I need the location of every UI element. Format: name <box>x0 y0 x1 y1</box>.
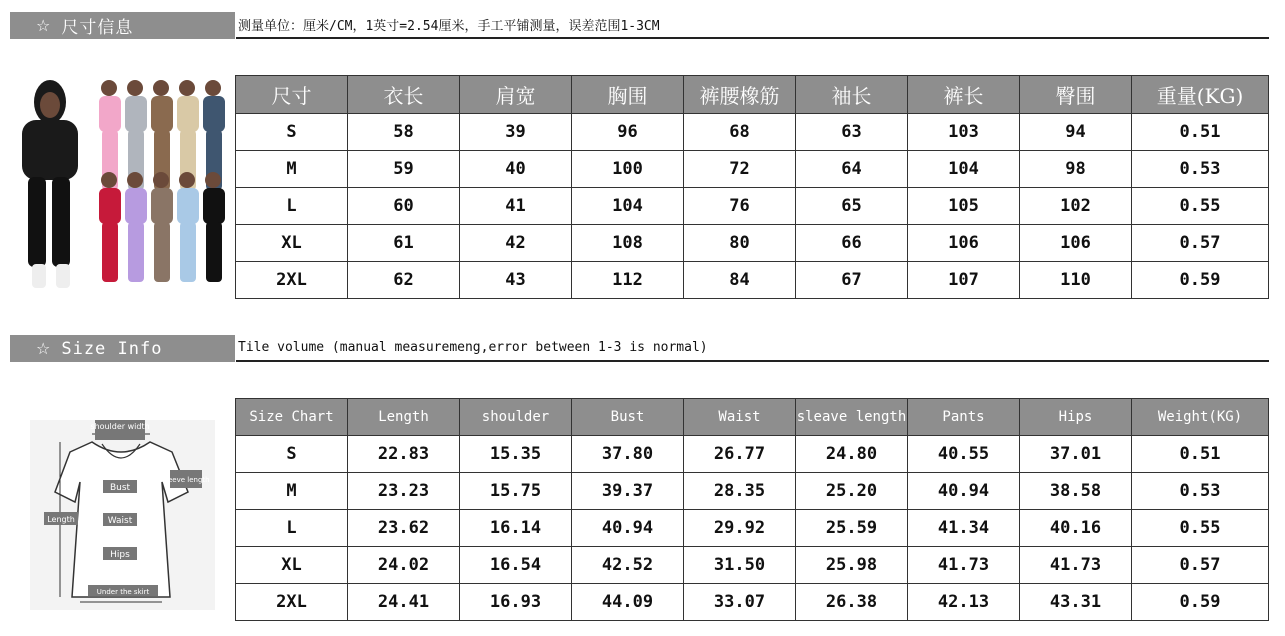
header-cell: 裤腰橡筋 <box>684 76 796 114</box>
label-shoulder: shoulder width <box>90 422 150 431</box>
value-cell: 106 <box>1020 225 1132 262</box>
star-icon: ☆ <box>36 339 52 358</box>
label-length: Length <box>47 515 75 524</box>
value-cell: 43.31 <box>1020 584 1132 621</box>
value-cell: 40.94 <box>908 473 1020 510</box>
size-cell: L <box>236 188 348 225</box>
value-cell: 37.01 <box>1020 436 1132 473</box>
header-cell: Hips <box>1020 399 1132 436</box>
value-cell: 94 <box>1020 114 1132 151</box>
value-cell: 0.59 <box>1132 262 1269 299</box>
measurement-diagram <box>10 412 225 612</box>
value-cell: 26.77 <box>684 436 796 473</box>
value-cell: 15.75 <box>460 473 572 510</box>
en-measure-note: Tile volume (manual measuremeng,error between 1-3 is normal) <box>236 335 1269 362</box>
value-cell: 65 <box>796 188 908 225</box>
table-row <box>236 510 1269 547</box>
value-cell: 67 <box>796 262 908 299</box>
header-cell: Size Chart <box>236 399 348 436</box>
value-cell: 23.62 <box>348 510 460 547</box>
table-row <box>236 225 1269 262</box>
label-hips: Hips <box>110 550 130 560</box>
value-cell: 112 <box>572 262 684 299</box>
header-cell: 尺寸 <box>236 76 348 114</box>
value-cell: 59 <box>348 151 460 188</box>
value-cell: 33.07 <box>684 584 796 621</box>
table-body-en <box>236 436 1269 621</box>
value-cell: 104 <box>908 151 1020 188</box>
value-cell: 0.55 <box>1132 188 1269 225</box>
value-cell: 39.37 <box>572 473 684 510</box>
cn-measure-note: 测量单位：厘米/CM，1英寸=2.54厘米，手工平铺测量，误差范围1-3CM <box>236 12 1269 39</box>
value-cell: 40.16 <box>1020 510 1132 547</box>
header-cell: Waist <box>684 399 796 436</box>
value-cell: 0.57 <box>1132 547 1269 584</box>
value-cell: 40.94 <box>572 510 684 547</box>
table-row <box>236 584 1269 621</box>
value-cell: 76 <box>684 188 796 225</box>
size-cell: L <box>236 510 348 547</box>
value-cell: 42 <box>460 225 572 262</box>
value-cell: 40.55 <box>908 436 1020 473</box>
value-cell: 98 <box>1020 151 1132 188</box>
value-cell: 0.53 <box>1132 151 1269 188</box>
value-cell: 106 <box>908 225 1020 262</box>
value-cell: 105 <box>908 188 1020 225</box>
mini-model <box>203 172 225 282</box>
mini-model <box>177 172 199 282</box>
value-cell: 16.14 <box>460 510 572 547</box>
size-cell: S <box>236 436 348 473</box>
table-body-cn <box>236 114 1269 299</box>
en-section-tab <box>10 335 235 362</box>
value-cell: 64 <box>796 151 908 188</box>
models-illustration <box>8 72 230 300</box>
value-cell: 107 <box>908 262 1020 299</box>
value-cell: 41.73 <box>1020 547 1132 584</box>
header-cell: 臀围 <box>1020 76 1132 114</box>
value-cell: 15.35 <box>460 436 572 473</box>
value-cell: 24.80 <box>796 436 908 473</box>
label-bust: Bust <box>109 483 131 493</box>
value-cell: 0.51 <box>1132 114 1269 151</box>
table-row <box>236 151 1269 188</box>
value-cell: 0.51 <box>1132 436 1269 473</box>
label-under: Under the skirt <box>96 588 150 596</box>
table-row <box>236 547 1269 584</box>
cn-section-title: 尺寸信息 <box>61 18 134 38</box>
value-cell: 41.73 <box>908 547 1020 584</box>
value-cell: 16.93 <box>460 584 572 621</box>
value-cell: 24.41 <box>348 584 460 621</box>
mini-model <box>151 172 173 282</box>
header-cell: 重量(KG) <box>1132 76 1269 114</box>
header-cell: shoulder <box>460 399 572 436</box>
size-cell: XL <box>236 547 348 584</box>
table-row <box>236 473 1269 510</box>
value-cell: 25.20 <box>796 473 908 510</box>
value-cell: 25.98 <box>796 547 908 584</box>
size-cell: 2XL <box>236 262 348 299</box>
label-waist: Waist <box>107 516 133 526</box>
value-cell: 100 <box>572 151 684 188</box>
header-cell: 袖长 <box>796 76 908 114</box>
product-photo <box>8 72 230 300</box>
table-row <box>236 114 1269 151</box>
value-cell: 66 <box>796 225 908 262</box>
en-section-title: Size Info <box>61 338 163 359</box>
value-cell: 104 <box>572 188 684 225</box>
value-cell: 103 <box>908 114 1020 151</box>
value-cell: 0.53 <box>1132 473 1269 510</box>
value-cell: 108 <box>572 225 684 262</box>
value-cell: 110 <box>1020 262 1132 299</box>
value-cell: 62 <box>348 262 460 299</box>
header-cell: sleave length <box>796 399 908 436</box>
header-cell: Length <box>348 399 460 436</box>
table-row <box>236 262 1269 299</box>
label-sleeve: sleeve length <box>162 476 210 484</box>
value-cell: 29.92 <box>684 510 796 547</box>
cn-section-header <box>10 12 660 39</box>
header-cell: 肩宽 <box>460 76 572 114</box>
size-cell: M <box>236 151 348 188</box>
value-cell: 31.50 <box>684 547 796 584</box>
header-cell: 裤长 <box>908 76 1020 114</box>
size-cell: S <box>236 114 348 151</box>
table-row <box>236 436 1269 473</box>
table-header-row <box>236 76 1269 114</box>
value-cell: 43 <box>460 262 572 299</box>
mini-model <box>99 172 121 282</box>
model-black <box>22 80 78 288</box>
value-cell: 0.55 <box>1132 510 1269 547</box>
header-cell: Pants <box>908 399 1020 436</box>
value-cell: 22.83 <box>348 436 460 473</box>
value-cell: 25.59 <box>796 510 908 547</box>
value-cell: 102 <box>1020 188 1132 225</box>
value-cell: 63 <box>796 114 908 151</box>
value-cell: 26.38 <box>796 584 908 621</box>
value-cell: 41.34 <box>908 510 1020 547</box>
header-cell: 胸围 <box>572 76 684 114</box>
value-cell: 40 <box>460 151 572 188</box>
header-cell: 衣长 <box>348 76 460 114</box>
value-cell: 44.09 <box>572 584 684 621</box>
value-cell: 38.58 <box>1020 473 1132 510</box>
mini-model <box>125 172 147 282</box>
size-table-cn <box>235 75 1269 299</box>
size-table-en <box>235 398 1269 621</box>
table-row <box>236 188 1269 225</box>
value-cell: 84 <box>684 262 796 299</box>
cn-section-tab <box>10 12 235 39</box>
value-cell: 80 <box>684 225 796 262</box>
value-cell: 60 <box>348 188 460 225</box>
value-cell: 61 <box>348 225 460 262</box>
table-header-row <box>236 399 1269 436</box>
value-cell: 41 <box>460 188 572 225</box>
value-cell: 24.02 <box>348 547 460 584</box>
value-cell: 96 <box>572 114 684 151</box>
value-cell: 28.35 <box>684 473 796 510</box>
value-cell: 42.52 <box>572 547 684 584</box>
value-cell: 0.59 <box>1132 584 1269 621</box>
header-cell: Bust <box>572 399 684 436</box>
size-cell: 2XL <box>236 584 348 621</box>
value-cell: 0.57 <box>1132 225 1269 262</box>
header-cell: Weight(KG) <box>1132 399 1269 436</box>
mini-models <box>99 80 225 282</box>
value-cell: 72 <box>684 151 796 188</box>
dress-diagram-illustration <box>10 412 225 612</box>
size-cell: M <box>236 473 348 510</box>
en-section-header <box>10 335 708 362</box>
value-cell: 16.54 <box>460 547 572 584</box>
star-icon: ☆ <box>36 16 52 35</box>
value-cell: 39 <box>460 114 572 151</box>
value-cell: 68 <box>684 114 796 151</box>
value-cell: 23.23 <box>348 473 460 510</box>
value-cell: 58 <box>348 114 460 151</box>
size-cell: XL <box>236 225 348 262</box>
value-cell: 42.13 <box>908 584 1020 621</box>
value-cell: 37.80 <box>572 436 684 473</box>
